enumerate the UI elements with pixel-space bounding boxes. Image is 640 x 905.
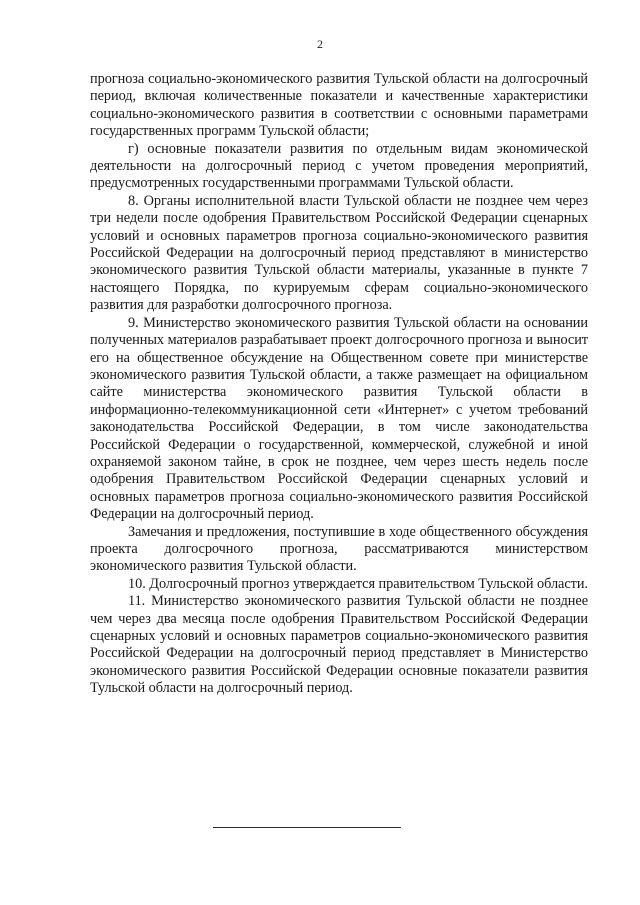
paragraph-remarks: Замечания и предложения, поступившие в ходе общественного обсуждения проекта долгосрочного прогноза, рассматриваются министерством экономического развития Тульской области. (90, 523, 588, 575)
document-body (90, 71, 588, 698)
paragraph-clause-10: 10. Долгосрочный прогноз утверждается правительством Тульской области. (128, 575, 588, 592)
end-of-text-rule (213, 827, 401, 828)
paragraph-clause-9: 9. Министерство экономического развития Тульской области на основании полученных материалов разрабатывает проект долгосрочного прогноза и выносит его на общественное обсуждение на Общественном совете при министерстве экономического развития Тульской области, а также размещает на официальном сайте министерства экономического развития Тульской области в информационно-телекоммуникационной сети «Интернет» с учетом требований законодательства Российской Федерации, в том числе законодательства Российской Федерации о государственной, коммерческой, служебной и иной охраняемой законом тайне, в срок не позднее, чем через шесть недель после одобрения Правительством Российской Федерации сценарных условий и основных параметров прогноза социально-экономического развития Российской Федерации на долгосрочный период. (90, 314, 588, 523)
paragraph-clause-11: 11. Министерство экономического развития Тульской области не позднее чем через два месяца после одобрения Правительством Российской Федерации сценарных условий и основных параметров социально-экономического развития Российской Федерации на долгосрочный период представляет в Министерство экономического развития Российской Федерации основные показатели развития Тульской области на долгосрочный период. (90, 593, 588, 697)
paragraph-forecast-continuation: прогноза социально-экономического развития Тульской области на долгосрочный период, включая количественные показатели и качественные характеристики социально-экономического развития в соответствии с основными параметрами государственных программ Тульской области; (90, 71, 588, 140)
paragraph-clause-8: 8. Органы исполнительной власти Тульской области не позднее чем через три недели после одобрения Правительством Российской Федерации сценарных условий и основных параметров прогноза социально-экономического развития Российской Федерации на долгосрочный период представляют в министерство экономического развития Тульской области материалы, указанные в пункте 7 настоящего Порядка, по курируемым сферам социально-экономического развития для разработки долгосрочного прогноза. (90, 192, 588, 314)
paragraph-item-g: г) основные показатели развития по отдельным видам экономической деятельности на долгосрочный период с учетом проведения мероприятий, предусмотренных государственными программами Тульской области. (90, 140, 588, 192)
page-number: 2 (317, 37, 323, 51)
